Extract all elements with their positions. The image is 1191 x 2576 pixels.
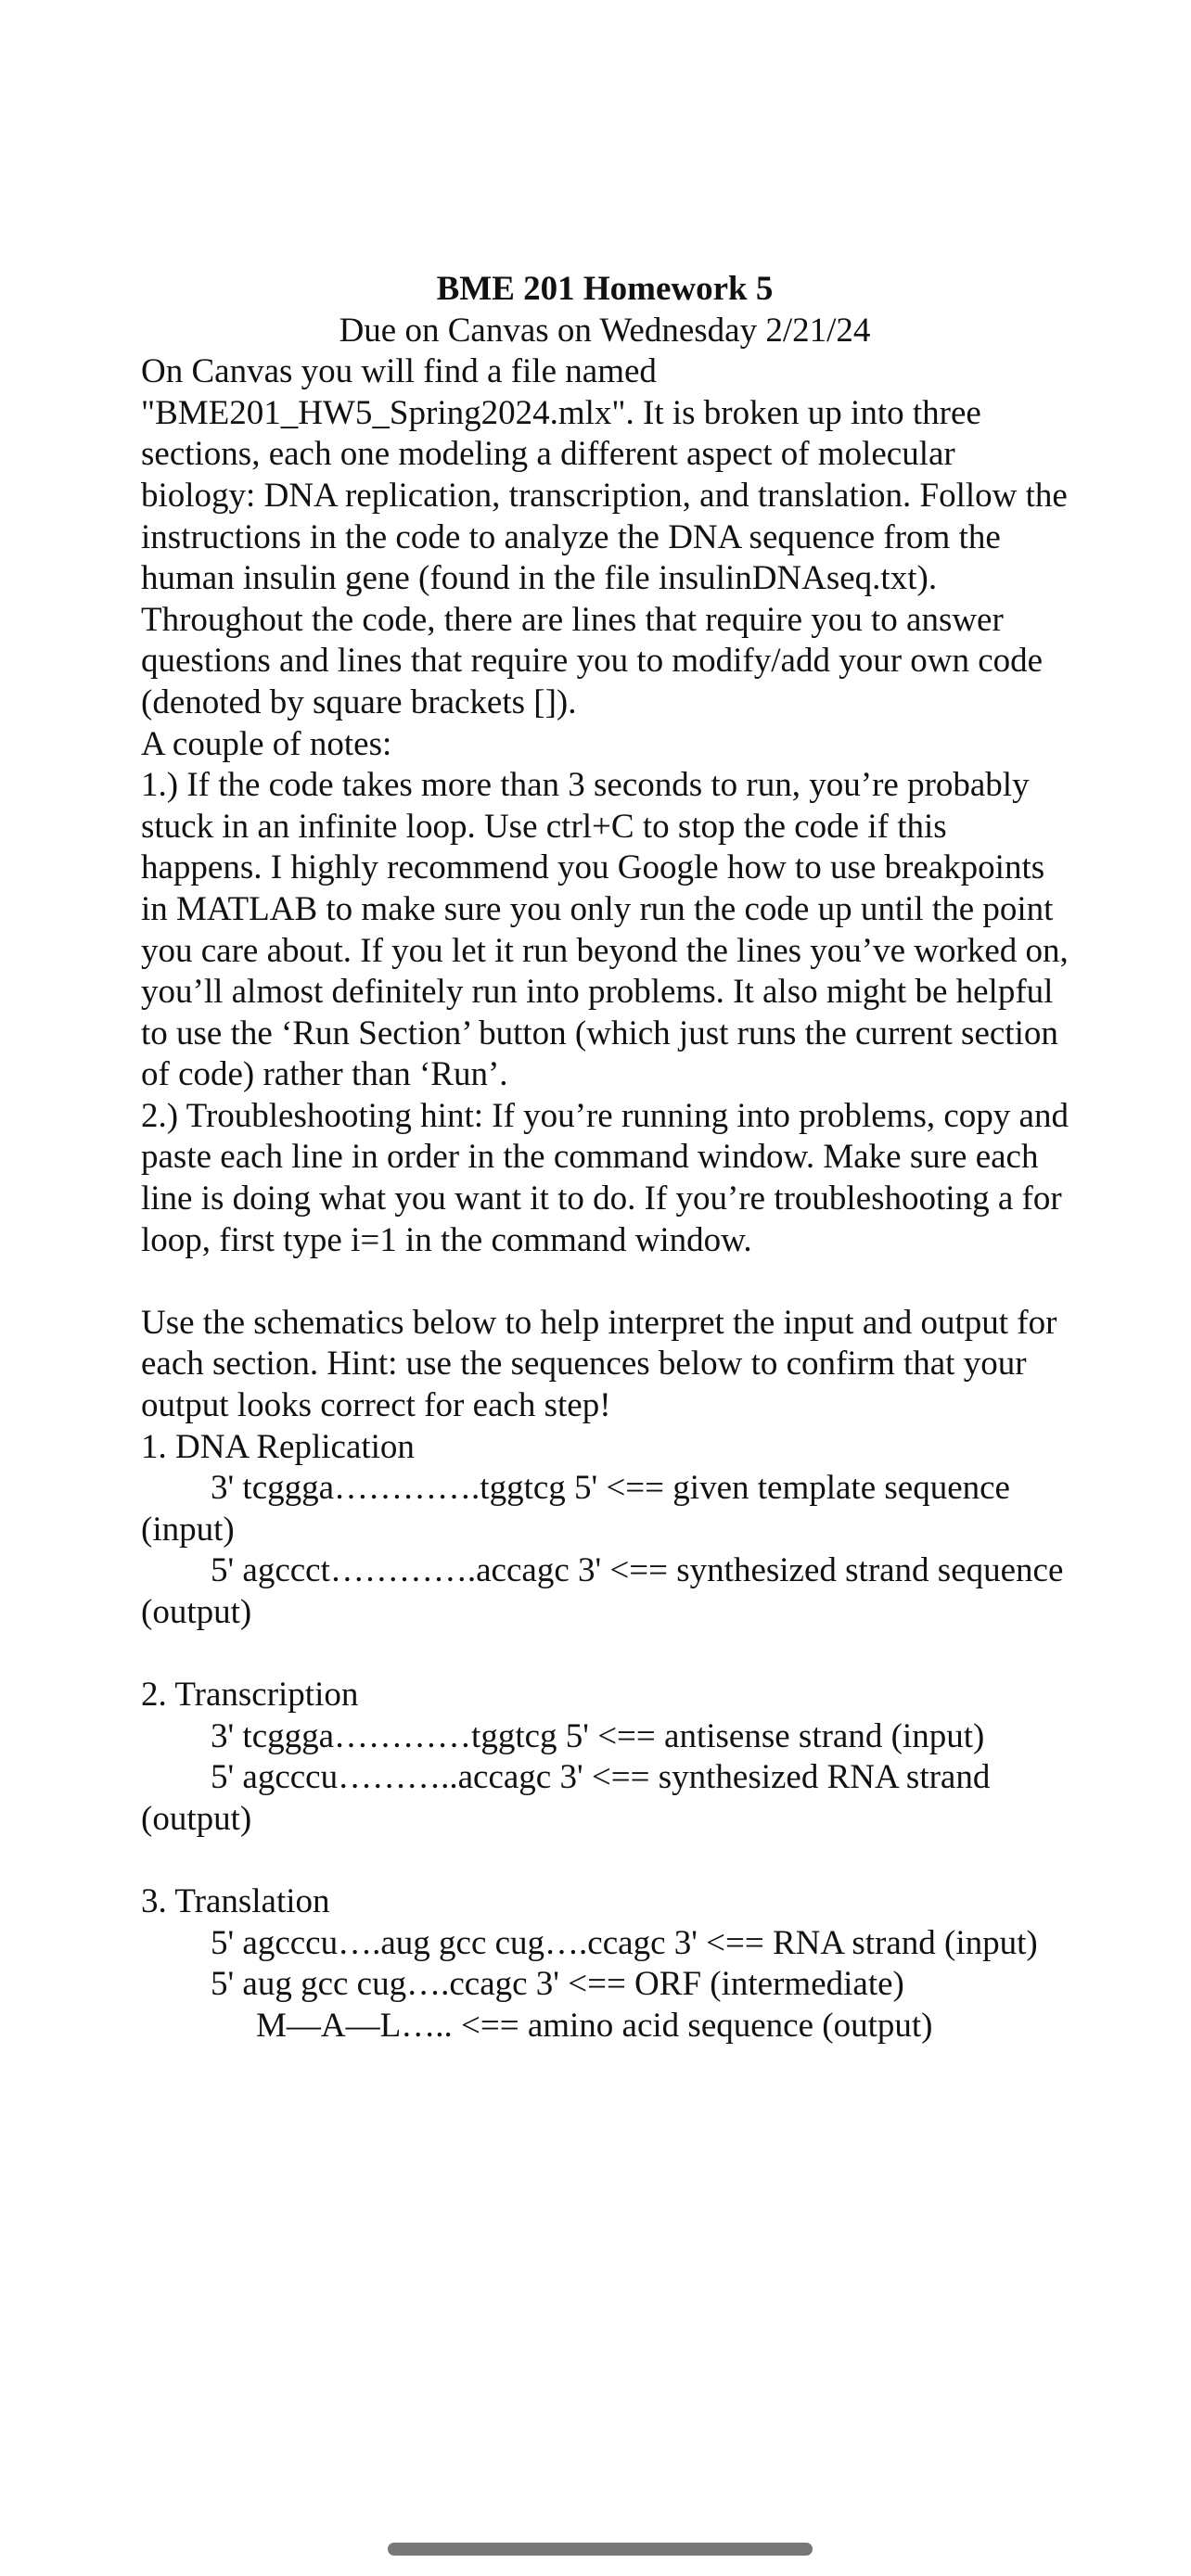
replication-input-line: 3' tcggga………….tggtcg 5' <== given template sequence (input) xyxy=(141,1469,1010,1549)
transcription-heading: 2. Transcription xyxy=(141,1676,359,1715)
due-date: Due on Canvas on Wednesday 2/21/24 xyxy=(339,311,871,350)
page-title: BME 201 Homework 5 xyxy=(436,270,774,308)
spacer xyxy=(141,1261,1069,1303)
translation-heading: 3. Translation xyxy=(141,1882,330,1921)
note-1: 1.) If the code takes more than 3 seconds to run, you’re probably stuck in an infinite loop. Use ctrl+C to stop the code if this happens. I highly recommend you Google how to use breakpoints in MATLAB to make sure you only run the code up until the point you care about. If you let it run beyond the lines you’ve worked on, you’ll almost definitely run into problems. It also might be helpful to use the ‘Run Section’ button (which just runs the current section of code) rather than ‘Run’. xyxy=(141,766,1069,1094)
translation-input-line: 5' agcccu….aug gcc cug….ccagc 3' <== RNA strand (input) xyxy=(211,1923,1038,1962)
replication-output-line: 5' agccct………….accagc 3' <== synthesized strand sequence (output) xyxy=(141,1551,1064,1631)
home-indicator[interactable] xyxy=(388,2543,813,2556)
notes-heading: A couple of notes: xyxy=(141,724,392,763)
transcription-input-line: 3' tcggga…………tggtcg 5' <== antisense strand (input) xyxy=(211,1716,985,1755)
spacer xyxy=(141,1841,1069,1882)
spacer xyxy=(141,1634,1069,1676)
document-body xyxy=(141,269,1069,2047)
note-2: 2.) Troubleshooting hint: If you’re running into problems, copy and paste each line in order in the command window. Make sure each line is doing what you want it to do. If you’re troubleshooting a for loop, first type i=1 in the command window. xyxy=(141,1096,1069,1259)
replication-heading: 1. DNA Replication xyxy=(141,1427,415,1466)
translation-output-line: M—A—L….. <== amino acid sequence (output) xyxy=(256,2006,933,2045)
translation-orf-line: 5' aug gcc cug….ccagc 3' <== ORF (intermediate) xyxy=(211,1965,904,2004)
transcription-output-line: 5' agcccu………..accagc 3' <== synthesized RNA strand (output) xyxy=(141,1758,991,1838)
intro-paragraph: On Canvas you will find a file named "BME201_HW5_Spring2024.mlx". It is broken up into three sections, each one modeling a different aspect of molecular biology: DNA replication, transcription, and translation. Follow the instructions in the code to analyze the DNA sequence from the human insulin gene (found in the file insulinDNAseq.txt). Throughout the code, there are lines that require you to answer questions and lines that require you to modify/add your own code (denoted by square brackets []). xyxy=(141,352,1068,721)
schematics-intro: Use the schematics below to help interpret the input and output for each section. Hint: use the sequences below to confirm that your output looks correct for each step! xyxy=(141,1303,1057,1425)
